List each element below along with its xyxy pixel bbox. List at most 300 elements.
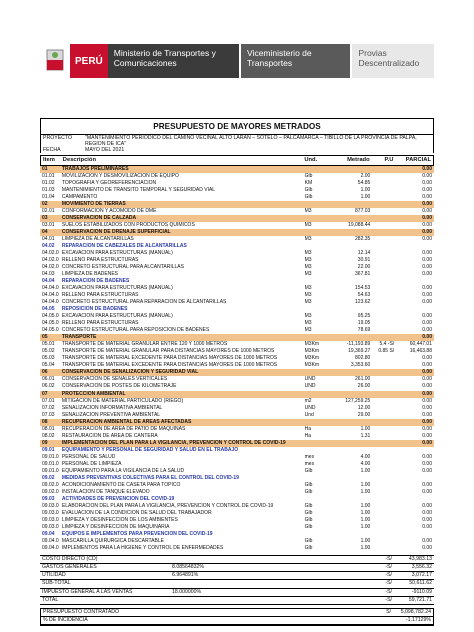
row-description: RECUPERACION DE AREA DE PATIO DE MAQUINAS	[61, 425, 186, 432]
row-item: 04.05.0	[42, 327, 59, 334]
row-unit	[305, 531, 337, 538]
table-row	[40, 391, 434, 398]
row-unit: Glb	[304, 481, 313, 488]
row-parcial: 0.00	[422, 271, 432, 278]
col-pu: P.U	[384, 157, 394, 163]
row-description: REPARACION DE CABEZALES DE ALCANTARILLAS	[61, 243, 187, 250]
row-pu	[370, 489, 394, 496]
table-row	[40, 236, 434, 243]
table-row	[40, 398, 434, 405]
row-pu	[370, 257, 394, 264]
coat-of-arms-icon	[40, 44, 70, 78]
row-unit: Glb	[304, 523, 313, 530]
row-item: 04.05.0	[42, 320, 59, 327]
row-pu	[370, 433, 394, 440]
row-metrado: 1.00	[360, 537, 371, 544]
row-item: 08.02	[42, 432, 55, 439]
table-row	[40, 327, 434, 334]
summary-row	[40, 572, 434, 580]
summary-value: 3,072.17	[411, 572, 432, 579]
row-pu: 0.85 S/	[378, 348, 395, 355]
row-metrado	[336, 243, 370, 250]
row-description: ACTIVIDADES DE PREVENCION DEL COVID-19	[61, 495, 175, 502]
summary-value: 5,098,782.24	[400, 608, 431, 615]
row-description: CONSERVACION DE SEÑALES VERTICALES	[61, 376, 168, 383]
row-parcial	[394, 278, 434, 285]
table-row	[40, 229, 434, 236]
row-description: MOVILIZACION Y DESMOVILIZACION DE EQUIPO	[61, 173, 179, 180]
row-parcial: 0.00	[422, 502, 432, 509]
table-row	[40, 369, 434, 376]
row-item: 09.02.0	[42, 481, 59, 488]
row-item: 02	[42, 201, 48, 208]
row-metrado	[336, 369, 370, 376]
row-item: 01.01	[42, 173, 55, 180]
row-unit	[305, 215, 337, 222]
row-description: CONSERVACION DE CALZADA	[61, 215, 137, 222]
table-row	[40, 468, 434, 475]
table-row	[40, 173, 434, 180]
row-parcial	[394, 496, 434, 503]
summary-percent	[172, 580, 238, 587]
table-row	[40, 489, 434, 496]
summary-row	[40, 564, 434, 572]
row-parcial	[394, 447, 434, 454]
row-item: 03.01	[42, 222, 55, 229]
row-item: 05.02	[42, 348, 55, 355]
row-description: TRANSPORTE DE MATERIAL EXCEDENTE PARA DISTANCIAS MAYORES DE 1000 METROS	[61, 362, 278, 369]
contract-summary	[40, 608, 434, 626]
row-metrado	[336, 215, 370, 222]
row-unit: M3Km	[304, 348, 320, 355]
table-row	[40, 222, 434, 229]
row-pu	[370, 440, 394, 447]
row-unit: Glb	[304, 194, 313, 201]
row-unit: Glb	[304, 537, 313, 544]
summary-label: IMPUESTO GENERAL A LAS VENTAS	[42, 588, 133, 595]
row-item: 09.03.0	[42, 516, 59, 523]
table-row	[40, 306, 434, 313]
spacer	[238, 572, 372, 579]
row-parcial	[394, 243, 434, 250]
row-item: 01.03	[42, 187, 55, 194]
row-parcial: 0.00	[422, 355, 432, 362]
budget-sheet	[40, 118, 434, 626]
row-metrado: 123.62	[355, 299, 371, 306]
row-parcial: 60,447.01	[409, 341, 432, 348]
row-item: 04.04.0	[42, 299, 59, 306]
table-body	[40, 166, 434, 552]
summary-row	[40, 597, 434, 605]
row-metrado: 1.00	[360, 544, 371, 551]
row-unit: Und	[304, 411, 314, 418]
row-unit: M3	[304, 250, 312, 257]
row-pu	[370, 376, 394, 383]
row-item: 04.05	[42, 306, 55, 313]
summary-value: -1.17129%	[405, 617, 431, 624]
row-unit: M3	[304, 299, 312, 306]
cost-summary	[40, 555, 434, 605]
row-description: TRANSPORTE DE MATERIAL EXCEDENTE PARA DISTANCIAS MAYORES DE 1000 METROS	[61, 355, 278, 362]
row-description: TRANSPORTE	[61, 334, 97, 341]
row-item: 04.01	[42, 236, 55, 243]
row-metrado	[336, 496, 370, 503]
row-metrado: 877.03	[355, 208, 371, 215]
summary-currency: -S/	[385, 555, 392, 562]
row-description: PERSONAL DE SALUD	[61, 453, 116, 460]
row-metrado: 12.14	[357, 250, 371, 257]
row-pu	[370, 292, 394, 299]
row-parcial: 0.00	[422, 432, 432, 439]
row-unit: Ha	[304, 432, 312, 439]
row-pu	[370, 538, 394, 545]
spacer	[238, 556, 372, 563]
row-parcial	[394, 475, 434, 482]
row-description: CONFORMACION Y ACOMODO DE DME	[61, 208, 157, 215]
row-unit: UND	[304, 383, 316, 390]
row-pu	[370, 405, 394, 412]
row-item: 09.01	[42, 446, 55, 453]
row-metrado: 802.80	[355, 355, 371, 362]
row-pu	[370, 187, 394, 194]
row-unit: mes	[304, 453, 315, 460]
row-item: 04.03	[42, 271, 55, 278]
row-description: TOPOGRAFIA Y GEOREFERENCIACION	[61, 180, 157, 187]
proyecto-value: "MANTENIMIENTO PERIODICO DEL CAMINO VECINAL ALTO LARAN – SOTELO – PALCAMARCA – TIBILLO DE LA PROVINCIA DE PALPA, REGION DE ICA"	[85, 135, 417, 147]
row-item: 01.04	[42, 194, 55, 201]
row-parcial: 0.00	[422, 404, 432, 411]
row-description: TRANSPORTE DE MATERIAL GRANULAR PARA DISTANCIAS MAYORES DE 1000 METROS	[61, 348, 275, 355]
row-parcial: 0.00	[422, 320, 432, 327]
row-item: 08	[42, 418, 48, 425]
row-item: 06.02	[42, 383, 55, 390]
row-unit: m2	[304, 397, 312, 404]
row-unit: Glb	[304, 467, 313, 474]
row-parcial: 0.00	[422, 250, 432, 257]
row-unit: M3	[304, 285, 312, 292]
row-unit	[305, 440, 337, 447]
row-metrado: 4.00	[360, 453, 371, 460]
row-pu	[370, 229, 394, 236]
row-pu	[370, 503, 394, 510]
row-parcial: 0.00	[422, 544, 432, 551]
row-parcial: 0.00	[422, 390, 432, 397]
row-item: 07	[42, 390, 48, 397]
row-item: 04.05.0	[42, 313, 59, 320]
summary-row	[40, 556, 434, 564]
row-parcial: 0.00	[422, 313, 432, 320]
summary-percent	[173, 617, 239, 624]
row-unit: UND	[304, 404, 316, 411]
row-parcial	[394, 531, 434, 538]
row-unit	[305, 369, 337, 376]
table-row	[40, 482, 434, 489]
row-unit: Glb	[304, 173, 313, 180]
row-description: IMPLEMENTACION DEL PLAN PARA LA VIGILANCIA, PREVENCION Y CONTROL DE COVID-19	[61, 439, 286, 446]
row-unit: M3	[304, 271, 312, 278]
row-description: LIMPIEZA DE BADENES	[61, 271, 119, 278]
summary-value: 50,611.62	[409, 580, 432, 587]
row-description: EXCAVACION PARA ESTRUCTURAS (MANUAL)	[61, 313, 173, 320]
summary-currency: -S/	[385, 572, 392, 579]
row-item: 05.04	[42, 362, 55, 369]
row-description: INSTALACION DE TANQUE ELEVADO	[61, 488, 150, 495]
fecha-value: MAYO DEL 2021	[85, 147, 125, 153]
row-unit: M3	[304, 222, 312, 229]
row-unit	[305, 496, 337, 503]
row-description: EQUIPOS E IMPLEMENTOS PARA PREVENCION DEL COVID-19	[61, 530, 213, 537]
summary-value: 3,556.32	[411, 564, 432, 571]
row-parcial: 0.00	[422, 334, 432, 341]
summary-row	[40, 580, 434, 588]
summary-currency: -S/	[385, 564, 392, 571]
summary-percent	[173, 609, 239, 616]
row-description: ELABORACION DEL PLAN PARA LA VIGILANCIA, PREVENCION Y CONTROL DE COVID-19	[61, 502, 274, 509]
row-metrado: 95.25	[357, 313, 371, 320]
row-item: 04.04.0	[42, 292, 59, 299]
row-unit: M3	[304, 208, 312, 215]
row-description: ACONDICIONAMIENTO DE CASETA PARA TOPICO	[61, 481, 181, 488]
row-description: EQUIPAMIENTO PARA LA VIGILANCIA DE LA SALUD	[61, 467, 185, 474]
row-item: 05	[42, 334, 48, 341]
row-metrado	[336, 531, 370, 538]
summary-percent: 18.000000%	[172, 588, 202, 595]
row-item: 09.03.0	[42, 509, 59, 516]
row-pu	[370, 369, 394, 376]
row-parcial: 0.00	[422, 411, 432, 418]
row-description: PROTECCION AMBIENTAL	[61, 390, 126, 397]
row-pu	[370, 454, 394, 461]
row-item: 05.03	[42, 355, 55, 362]
row-metrado: -11,193.89	[346, 341, 371, 348]
row-pu	[370, 461, 394, 468]
summary-percent: 8.08564832%	[172, 564, 205, 571]
row-parcial: 0.00	[422, 180, 432, 187]
row-parcial: 0.00	[422, 201, 432, 208]
row-metrado: 1.00	[360, 467, 371, 474]
row-parcial: 0.00	[422, 537, 432, 544]
summary-percent: 6.964891%	[172, 572, 199, 579]
row-description: MOVIMIENTO DE TIERRAS	[61, 201, 126, 208]
row-metrado: 54.85	[357, 180, 371, 187]
row-description: LIMPIEZA Y DESINFECCION DE LOS AMBIENTES	[61, 516, 178, 523]
row-pu	[370, 517, 394, 524]
row-item: 09.01.0	[42, 460, 59, 467]
institution-banner	[40, 44, 434, 78]
row-pu: 5.4 -S/	[379, 341, 395, 348]
row-item: 04.04	[42, 278, 55, 285]
row-description: EQUIPAMIENTO Y PERSONAL DE SEGURIDAD Y SALUD EN EL TRABAJO	[61, 446, 239, 453]
row-description: CONSERVACION DE DRENAJE SUPERFICIAL	[61, 229, 171, 236]
fecha-label: FECHA	[43, 147, 61, 153]
summary-value: 43,983.13	[408, 555, 432, 562]
table-row	[40, 405, 434, 412]
row-unit: M3	[304, 236, 312, 243]
row-pu	[370, 250, 394, 257]
table-row	[40, 180, 434, 187]
row-parcial: 0.00	[422, 285, 432, 292]
row-parcial: 0.00	[422, 264, 432, 271]
row-item: 04.02.0	[42, 250, 59, 257]
row-unit	[305, 475, 337, 482]
row-parcial: 0.00	[422, 257, 432, 264]
row-metrado	[336, 475, 370, 482]
table-row	[40, 503, 434, 510]
row-parcial: 0.00	[422, 488, 432, 495]
table-row	[40, 201, 434, 208]
row-parcial: 0.00	[422, 229, 432, 236]
summary-percent	[172, 597, 238, 604]
spacer	[239, 609, 371, 616]
row-parcial: 0.00	[422, 516, 432, 523]
row-unit	[305, 243, 337, 250]
spacer	[238, 589, 372, 596]
row-metrado	[336, 166, 370, 173]
row-description: REPARACION DE BADENES	[61, 278, 130, 285]
row-description: TRABAJOS PRELIMINARES	[61, 166, 129, 172]
row-unit: UND	[304, 376, 316, 383]
table-row	[40, 461, 434, 468]
row-pu	[370, 496, 394, 503]
row-unit: mes	[304, 460, 315, 467]
row-parcial: 0.00	[422, 173, 432, 180]
row-metrado: 19.05	[357, 320, 371, 327]
row-parcial: 16,463.88	[409, 348, 432, 355]
row-pu	[370, 482, 394, 489]
summary-label: UTILIDAD	[42, 572, 66, 579]
row-parcial: 0.00	[422, 362, 432, 369]
row-pu	[370, 398, 394, 405]
table-row	[40, 334, 434, 341]
row-metrado: 29.00	[357, 411, 371, 418]
row-parcial: 0.00	[422, 425, 432, 432]
row-unit	[305, 391, 337, 398]
row-item: 09.01.0	[42, 467, 59, 474]
proyecto-label: PROYECTO	[43, 135, 73, 141]
row-metrado	[336, 306, 370, 313]
summary-label: COSTO DIRECTO (CD)	[42, 555, 98, 562]
table-row	[40, 243, 434, 250]
row-metrado: 367.81	[355, 271, 371, 278]
row-description: LIMPIEZA DE ALCANTARILLAS	[61, 236, 134, 243]
row-item: 04.04.0	[42, 285, 59, 292]
row-unit: M3	[304, 313, 312, 320]
row-pu	[370, 327, 394, 334]
row-description: CAMPAMENTO	[61, 194, 98, 201]
spacer	[238, 564, 372, 571]
row-parcial: 0.00	[422, 397, 432, 404]
summary-label: % DE INCIDENCIA	[43, 617, 88, 624]
col-metrado: Metrado	[347, 157, 370, 163]
table-row	[40, 447, 434, 454]
row-metrado: 1.00	[360, 194, 371, 201]
row-item: 04	[42, 229, 48, 236]
row-description: PERSONAL DE LIMPIEZA	[61, 460, 122, 467]
row-item: 09.04.0	[42, 537, 59, 544]
row-parcial: 0.00	[422, 194, 432, 201]
table-row	[40, 419, 434, 426]
row-unit	[305, 306, 337, 313]
row-unit	[305, 201, 337, 208]
header-area	[0, 0, 474, 118]
row-parcial: 0.00	[422, 383, 432, 390]
row-metrado: 26.00	[357, 383, 371, 390]
table-row	[40, 320, 434, 327]
row-parcial: 0.00	[422, 453, 432, 460]
row-pu	[370, 426, 394, 433]
row-parcial: 0.00	[422, 236, 432, 243]
summary-label: TOTAL	[42, 596, 59, 603]
row-pu	[370, 285, 394, 292]
row-metrado: 19,369.27	[348, 348, 371, 355]
summary-label: GASTOS GENERALES	[42, 564, 97, 571]
row-item: 01	[42, 166, 48, 172]
row-pu	[370, 320, 394, 327]
row-unit: M3	[304, 320, 312, 327]
table-row	[40, 383, 434, 390]
row-description: CONCRETO ESTRUCTURAL PARA ALCANTARILLAS	[61, 264, 184, 271]
row-unit: M3Km	[304, 362, 320, 369]
col-item: Item	[43, 157, 55, 163]
row-pu	[370, 222, 394, 229]
row-description: EXCAVACION PARA ESTRUCTURAS (MANUAL)	[61, 285, 173, 292]
table-row	[40, 524, 434, 531]
row-pu	[370, 383, 394, 390]
row-metrado	[336, 278, 370, 285]
summary-currency: -S/	[385, 588, 392, 595]
row-unit	[305, 419, 337, 426]
row-parcial: 0.00	[422, 481, 432, 488]
table-row	[40, 341, 434, 348]
row-metrado: 127,259.25	[345, 397, 371, 404]
row-parcial: 0.00	[422, 187, 432, 194]
row-metrado: 2.00	[360, 173, 371, 180]
row-description: SUELOS ESTABILIZADOS CON PRODUCTOS QUIMICOS	[61, 222, 195, 229]
summary-currency: -S/	[385, 596, 392, 603]
row-pu	[370, 201, 394, 208]
row-pu	[370, 173, 394, 180]
table-row	[40, 454, 434, 461]
row-parcial: 0.00	[422, 467, 432, 474]
table-row	[40, 187, 434, 194]
row-parcial	[394, 306, 434, 313]
row-parcial: 0.00	[422, 376, 432, 383]
row-metrado: 1.31	[360, 432, 371, 439]
row-item: 09.03	[42, 495, 55, 502]
row-metrado	[336, 334, 370, 341]
row-item: 03	[42, 215, 48, 222]
table-row	[40, 412, 434, 419]
table-row	[40, 292, 434, 299]
row-metrado	[336, 447, 370, 454]
table-row	[40, 250, 434, 257]
provias-label: Provias Descentralizado	[352, 44, 434, 78]
row-pu	[370, 524, 394, 531]
row-parcial: 0.00	[422, 222, 432, 229]
row-description: RELLENO PARA ESTRUCTURAS	[61, 257, 139, 264]
row-pu	[370, 510, 394, 517]
row-item: 05.01	[42, 341, 55, 348]
row-metrado: 1.00	[360, 481, 371, 488]
row-parcial: 0.00	[422, 166, 432, 172]
row-metrado	[336, 201, 370, 208]
row-unit: Glb	[304, 187, 313, 194]
summary-row	[40, 589, 434, 597]
row-pu	[370, 215, 394, 222]
row-pu	[370, 531, 394, 538]
row-parcial: 0.00	[422, 369, 432, 376]
contract-row	[41, 609, 433, 617]
